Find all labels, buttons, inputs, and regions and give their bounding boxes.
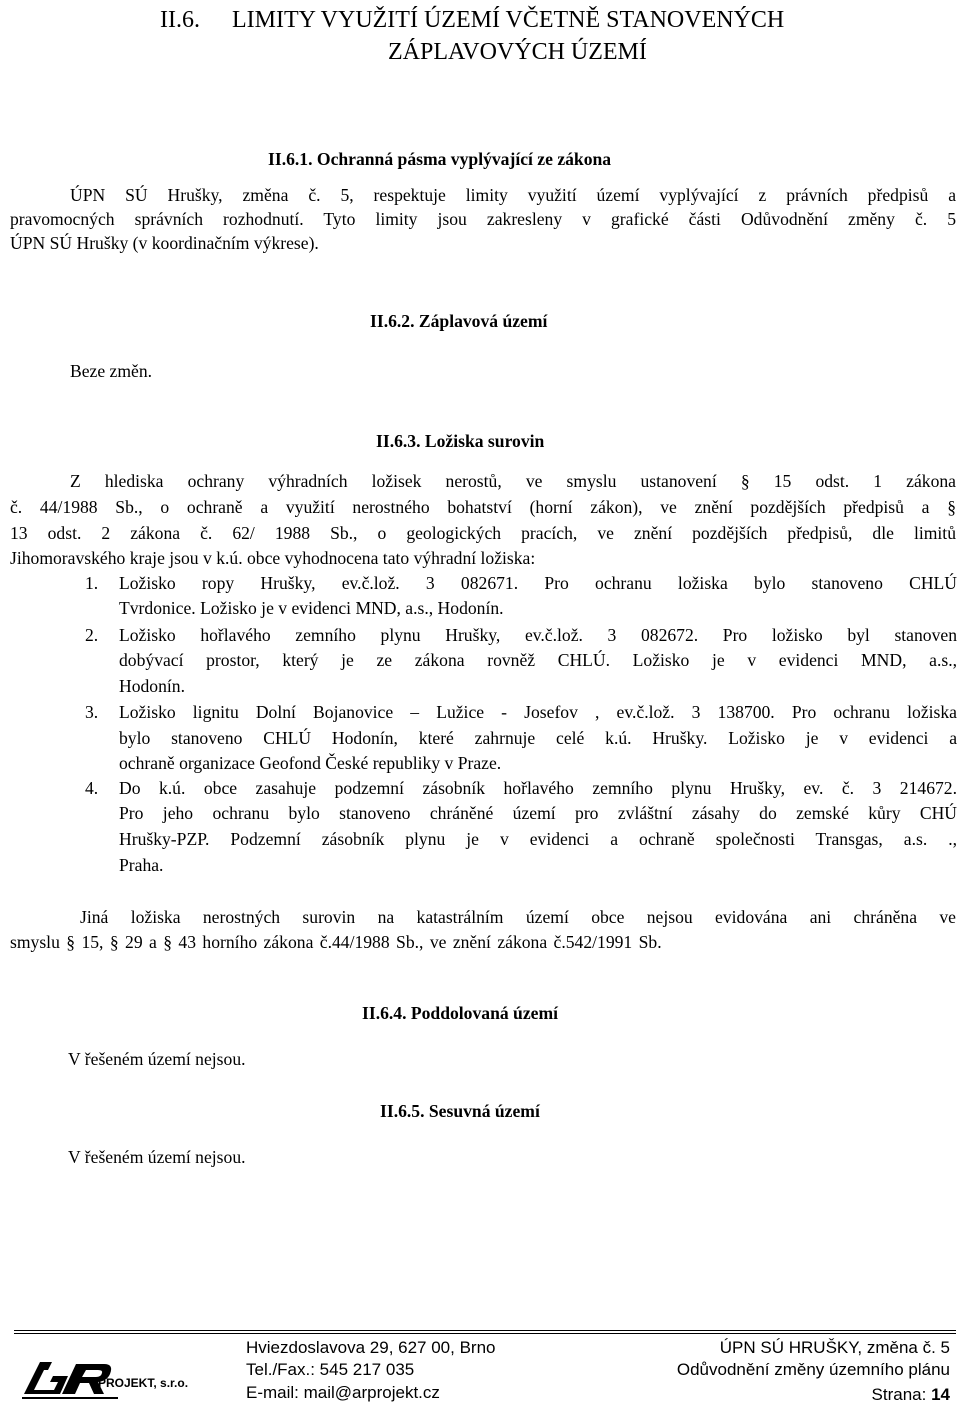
list-item-line: Tvrdonice. Ložisko je v evidenci MND, a.s., Hodonín. xyxy=(119,598,504,618)
list-item-line: ochraně organizace Geofond České republiky v Praze. xyxy=(119,753,502,773)
footer-address: Hviezdoslavova 29, 627 00, Brno xyxy=(246,1338,496,1357)
s3-intro-line-2: č. 44/1988 Sb., o ochraně a využití nerostného bohatství (horní zákon), ve znění pozdějších předpisů a § xyxy=(10,497,956,517)
list-item-line: dobývací prostor, který je ze zákona rovněž CHLÚ. Ložisko je v evidenci MND, a.s., xyxy=(119,650,957,670)
s3-closing-line-1: Jiná ložiska nerostných surovin na katastrálním území obce nejsou evidována ani chráněna ve xyxy=(80,907,956,927)
s1-line-1: ÚPN SÚ Hrušky, změna č. 5, respektuje limity využití území vyplývající z právních předpisů a xyxy=(70,185,956,205)
list-item-line: Ložisko hořlavého zemního plynu Hrušky, ev.č.lož. 3 082672. Pro ložisko byl stanoven xyxy=(119,625,957,645)
chapter-number: II.6. xyxy=(160,7,200,33)
footer-email: E-mail: mail@arprojekt.cz xyxy=(246,1383,440,1402)
footer-doc-subtitle: Odůvodnění změny územního plánu xyxy=(676,1360,950,1379)
s2-text: Beze změn. xyxy=(70,361,153,381)
logo-text: PROJEKT, s.r.o. xyxy=(98,1376,189,1390)
chapter-title-line2: ZÁPLAVOVÝCH ÚZEMÍ xyxy=(388,39,647,65)
section-title-6-2: II.6.2. Záplavová území xyxy=(370,311,548,331)
list-item-number: 4. xyxy=(85,778,99,798)
list-item-number: 2. xyxy=(85,625,99,645)
footer-phone: Tel./Fax.: 545 217 035 xyxy=(246,1360,415,1379)
section-title-6-3: II.6.3. Ložiska surovin xyxy=(376,431,545,451)
footer-divider xyxy=(14,1330,956,1331)
footer-divider xyxy=(14,1333,956,1334)
list-item-line: Hrušky-PZP. Podzemní zásobník plynu je v evidenci a ochraně společnosti Transgas, a.s. ., xyxy=(119,829,957,849)
s4-text: V řešeném území nejsou. xyxy=(68,1049,246,1069)
s3-intro-line-4: Jihomoravského kraje jsou v k.ú. obce vyhodnocena tato výhradní ložiska: xyxy=(10,548,536,568)
list-item-line: Ložisko lignitu Dolní Bojanovice – Lužice - Josefov , ev.č.lož. 3 138700. Pro ochranu ložiska xyxy=(119,702,957,722)
page-number: 14 xyxy=(931,1385,950,1404)
section-title-6-5: II.6.5. Sesuvná území xyxy=(380,1101,540,1121)
list-item-line: Hodonín. xyxy=(119,676,185,696)
list-item-number: 3. xyxy=(85,702,99,722)
list-item-line: Ložisko ropy Hrušky, ev.č.lož. 3 082671. Pro ochranu ložiska bylo stanoveno CHLÚ xyxy=(119,573,957,593)
s3-intro-line-1: Z hlediska ochrany výhradních ložisek nerostů, ve smyslu ustanovení § 15 odst. 1 zákona xyxy=(70,471,956,491)
section-title-6-1: II.6.1. Ochranná pásma vyplývající ze zákona xyxy=(268,149,612,169)
list-item-line: bylo stanoveno CHLÚ Hodonín, které zahrnuje celé k.ú. Hrušky. Ložisko je v evidenci a xyxy=(119,728,957,748)
list-item-line: Do k.ú. obce zasahuje podzemní zásobník hořlavého zemního plynu Hrušky, ev. č. 3 214672. xyxy=(119,778,957,798)
s3-closing-line-2: smyslu § 15, § 29 a § 43 horního zákona č.44/1988 Sb., ve znění zákona č.542/1991 Sb. xyxy=(10,932,662,952)
s1-line-2: pravomocných správních rozhodnutí. Tyto limity jsou zakresleny v grafické části Odůvodnění změny č. 5 xyxy=(10,209,956,229)
list-item-line: Praha. xyxy=(119,855,164,875)
page-label: Strana: xyxy=(871,1385,927,1404)
list-item-number: 1. xyxy=(85,573,99,593)
list-item-line: Pro jeho ochranu bylo stanoveno chráněné území pro zvláštní zásahy do zemské kůry CHÚ xyxy=(119,803,957,823)
s1-line-3: ÚPN SÚ Hrušky (v koordinačním výkrese). xyxy=(10,233,319,253)
s5-text: V řešeném území nejsou. xyxy=(68,1147,246,1167)
footer-page xyxy=(872,1383,950,1406)
chapter-title-line1: LIMITY VYUŽITÍ ÚZEMÍ VČETNĚ STANOVENÝCH xyxy=(232,7,785,33)
section-title-6-4: II.6.4. Poddolovaná území xyxy=(362,1003,558,1023)
footer-doc-title: ÚPN SÚ HRUŠKY, změna č. 5 xyxy=(719,1338,950,1357)
s3-intro-line-3: 13 odst. 2 zákona č. 62/ 1988 Sb., o geologických pracích, ve znění pozdějších předpisů, dle limitů xyxy=(10,523,956,543)
